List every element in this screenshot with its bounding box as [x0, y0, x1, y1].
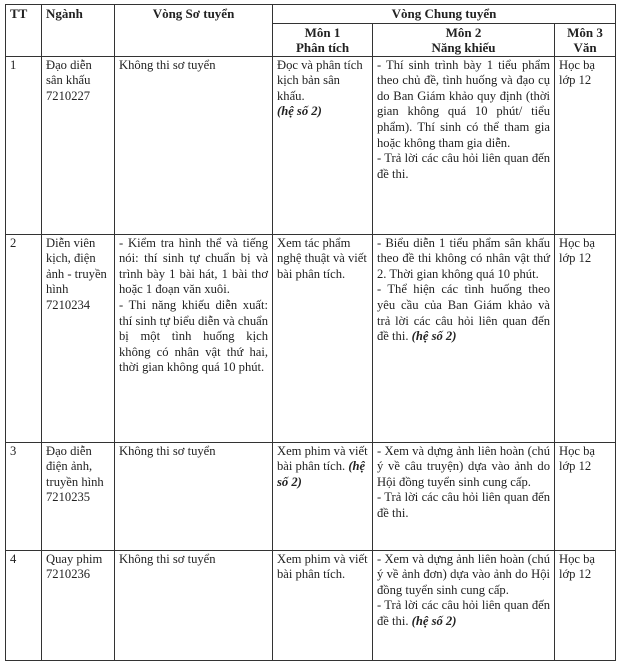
- subject2-item: - Trả lời các câu hỏi liên quan đến đề thi.: [377, 490, 550, 520]
- subject3-cell: Học bạ lớp 12: [555, 442, 616, 550]
- row-number: 1: [6, 56, 42, 234]
- header-row: [6, 5, 616, 24]
- major-name: Quay phim 7210236: [42, 550, 115, 660]
- subject1-text: Xem phim và viết bài phân tích.: [277, 443, 368, 474]
- table-row: [6, 234, 616, 442]
- preliminary-item: - Thi năng khiếu diễn xuất: thí sinh tự biểu diễn và chuẩn bị một tình huống kịch không có nhân vật thứ hai, thời gian không quá 10 phút.: [119, 297, 268, 375]
- header-mon1-number: Môn 1: [304, 24, 341, 40]
- table-row: [6, 442, 616, 550]
- header-mon1: [273, 23, 373, 56]
- preliminary-round: Không thi sơ tuyển: [115, 442, 273, 550]
- coefficient-label: (hệ số 2): [277, 459, 366, 489]
- preliminary-round: [115, 234, 273, 442]
- subject1-cell: Xem tác phẩm nghệ thuật và viết bài phân tích.: [273, 234, 373, 442]
- subject2-item: - Thí sinh trình bày 1 tiểu phẩm theo chủ đề, tình huống và đạo cụ do Ban Giám khảo quy định (thời gian không quá 10 phút/ tiểu phẩm). Thí sinh có thể tham gia hoặc không tham gia diễn.: [377, 57, 550, 150]
- subject1-cell: [273, 442, 373, 550]
- row-number: 2: [6, 234, 42, 442]
- subject1-cell: [273, 56, 373, 234]
- subject2-item: - Biểu diễn 1 tiểu phẩm sân khấu theo đề thi không có nhân vật thứ 2. Thời gian không quá 10 phút.: [377, 235, 550, 281]
- preliminary-round: Không thi sơ tuyển: [115, 56, 273, 234]
- subject1-text: Đọc và phân tích kịch bản sân khấu.: [277, 57, 363, 103]
- coefficient-label: (hệ số 2): [277, 104, 322, 119]
- header-so-tuyen: Vòng Sơ tuyển: [115, 5, 273, 57]
- header-mon3: [555, 23, 616, 56]
- subject2-item: - Trả lời các câu hỏi liên quan đến đề thi.: [377, 598, 550, 628]
- row-number: 4: [6, 550, 42, 660]
- header-mon2-name: Năng khiếu: [431, 39, 496, 55]
- subject2-cell: [373, 56, 555, 234]
- subject2-cell: [373, 234, 555, 442]
- admissions-table: [5, 4, 616, 661]
- header-mon1-name: Phân tích: [295, 39, 350, 55]
- coefficient-label: (hệ số 2): [411, 329, 457, 344]
- preliminary-item: - Kiểm tra hình thể và tiếng nói: thí sinh tự chuẩn bị và trình bày 1 bài hát, 1 bài thơ hoặc 1 đoạn văn xuôi.: [119, 235, 268, 297]
- subject3-cell: Học bạ lớp 12: [555, 234, 616, 442]
- subject2-item: - Xem và dựng ảnh liên hoàn (chú ý về câu truyện) dựa vào ảnh do Hội đồng tuyển sinh cung cấp.: [377, 443, 550, 489]
- header-mon2-number: Môn 2: [445, 24, 482, 40]
- table-row: [6, 56, 616, 234]
- subject1-cell: Xem phim và viết bài phân tích.: [273, 550, 373, 660]
- table-row: [6, 550, 616, 660]
- header-chung-tuyen: Vòng Chung tuyển: [273, 5, 616, 24]
- subject2-item: - Trả lời các câu hỏi liên quan đến đề thi.: [377, 151, 550, 181]
- header-mon3-number: Môn 3: [567, 24, 603, 40]
- header-tt: TT: [6, 5, 42, 57]
- preliminary-round: Không thi sơ tuyển: [115, 550, 273, 660]
- header-mon3-name: Văn: [573, 39, 597, 55]
- major-name: Đạo diễn điện ảnh, truyền hình 7210235: [42, 442, 115, 550]
- header-mon2: [373, 23, 555, 56]
- header-nganh: Ngành: [42, 5, 115, 57]
- subject3-cell: Học bạ lớp 12: [555, 56, 616, 234]
- row-number: 3: [6, 442, 42, 550]
- subject2-item: - Xem và dựng ảnh liên hoàn (chú ý về ảnh đơn) dựa vào ảnh do Hội đồng tuyển sinh cung cấp.: [377, 551, 550, 597]
- subject3-cell: Học bạ lớp 12: [555, 550, 616, 660]
- major-name: Đạo diễn sân khấu 7210227: [42, 56, 115, 234]
- subject2-cell: [373, 550, 555, 660]
- major-name: Diễn viên kịch, điện ảnh - truyền hình 7210234: [42, 234, 115, 442]
- coefficient-label: (hệ số 2): [411, 613, 457, 628]
- subject2-cell: [373, 442, 555, 550]
- subject2-item: - Thể hiện các tình huống theo yêu cầu của Ban Giám khảo và trả lời các câu hỏi liên quan đến đề thi.: [377, 282, 550, 344]
